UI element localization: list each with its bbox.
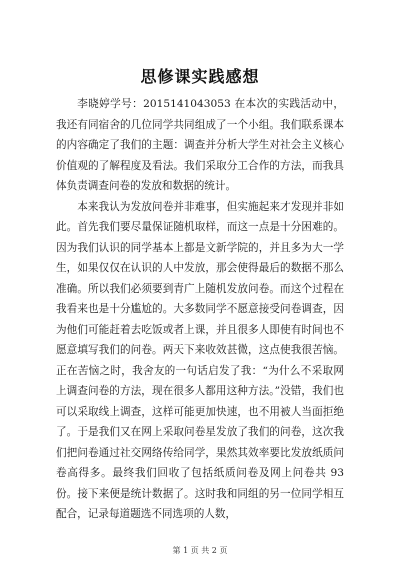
document-body: [56, 94, 344, 525]
paragraph-1: 李晓婷学号：2015141043053 在本次的实践活动中，我还有同宿舍的几位同学共同组成了一个小组。我们联系课本的内容确定了我们的主题：调查并分析大学生对社会主义核心价值观的了解程度及看法。我们采取分工合作的方法，而我具体负责调查问卷的发放和数据的统计。: [56, 98, 344, 192]
paragraph-2: 本来我认为发放问卷并非难事，但实施起来才发现并非如此。首先我们要尽量保证随机取样，而这一点是十分困难的。因为我们认识的同学基本上都是文新学院的，并且多为大一学生，如果仅仅在认识的人中发放，那会使得最后的数据不那么准确。所以我们必须要到青广上随机发放问卷。而这个过程在我看来也是十分尴尬的。大多数同学不愿意接受问卷调查，因为他们可能赶着去吃饭或者上课，并且很多人即使有时间也不愿意填写我们的问卷。两天下来收效甚微，这点使我很苦恼。正在苦恼之时，我舍友的一句话启发了我：“为什么不采取网上调查问卷的方法，现在很多人都用这种方法。”没错，我们也可以采取线上调查，这样可能更加快速，也不用被人当面拒绝了。于是我们又在网上采取问卷星发放了我们的问卷，这次我们把问卷通过社交网络传给同学，果然其效率要比发放纸质问卷高得多。最终我们回收了包括纸质问卷及网上问卷共 93 份。接下来便是统计数据了。这时我和同组的另一位同学相互配合，记录每道题选不同选项的人数，: [56, 200, 344, 520]
document-title: 思修课实践感想: [140, 67, 260, 86]
page-footer: 第 1 页 共 2 页: [172, 546, 228, 555]
